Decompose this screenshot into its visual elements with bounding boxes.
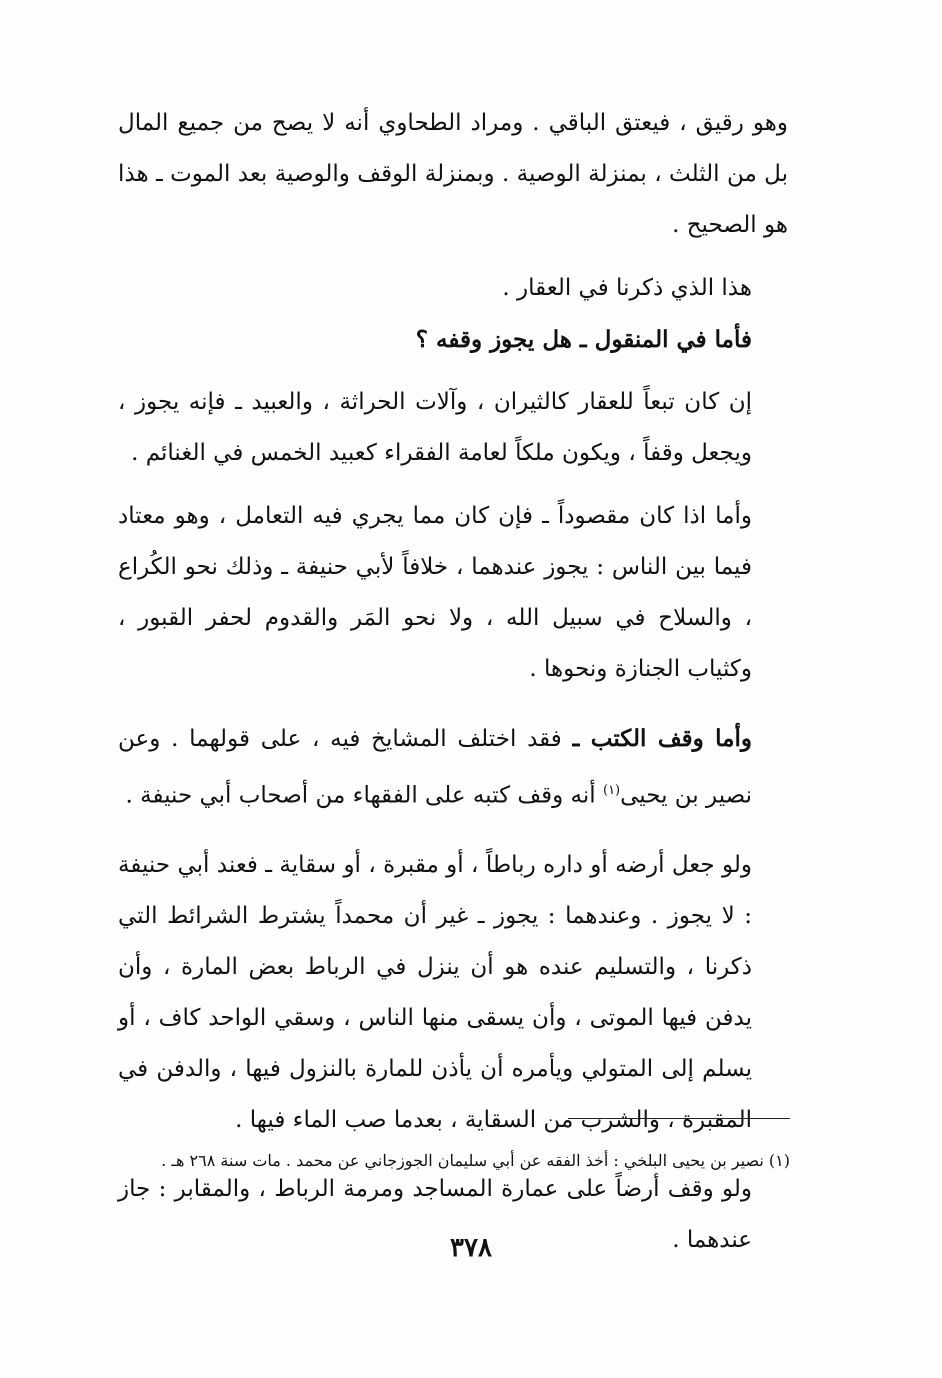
- footnote-reference: (١): [602, 783, 621, 798]
- spacer: [118, 365, 788, 377]
- main-text: [118, 98, 788, 1266]
- paragraph-1: [118, 98, 788, 251]
- spacer: [118, 695, 788, 713]
- paragraph-5-text: فقد اختلف المشايخ فيه ، على قولهما . وعن نصير بن يحيى: [118, 726, 752, 809]
- section-heading-movables: [118, 314, 788, 365]
- footnote-separator: [568, 1118, 790, 1119]
- page-number: ٣٧٨: [450, 1233, 492, 1263]
- footnote-text: (١) نصير بن يحيى البلخي : أخذ الفقه عن أبي سليمان الجوزجاني عن محمد . مات سنة ٢٦٨ هـ .: [161, 1151, 790, 1170]
- paragraph-1-text: وهو رقيق ، فيعتق الباقي . ومراد الطحاوي أنه لا يصح من جميع المال بل من الثلث ، بمنزلة الوصية . وبمنزلة الوقف والوصية بعد الموت ـ هذا هو الصحيح .: [118, 110, 788, 238]
- footnote: [150, 1146, 790, 1176]
- paragraph-2-text: هذا الذي ذكرنا في العقار .: [502, 275, 752, 301]
- spacer: [118, 251, 788, 263]
- paragraph-3: [118, 377, 788, 479]
- paragraph-6-text: ولو جعل أرضه أو داره رباطاً ، أو مقبرة ، أو سقاية ـ فعند أبي حنيفة : لا يجوز . وعندهما : يجوز ـ غير أن محمداً يشترط الشرائط التي ذكرنا ، والتسليم عنده هو أن ينزل في الرباط بعض المارة ، وأن يدفن فيها الموتى ، وأن يسقى منها الناس ، وسقي الواحد كاف ، أو يسلم إلى المتولي ويأمره أن يأذن للمارة بالنزول فيها ، والدفن في المقبرة ، والشرب من السقاية ، بعدما صب الماء فيها .: [118, 851, 753, 1133]
- spacer: [118, 822, 788, 840]
- spacer: [118, 479, 788, 491]
- paragraph-2: [118, 263, 788, 314]
- paragraph-3-text: إن كان تبعاً للعقار كالثيران ، وآلات الحراثة ، والعبيد ـ فإنه يجوز ، ويجعل وقفاً ، ويكون ملكاً لعامة الفقراء كعبيد الخمس في الغنائم .: [118, 389, 752, 466]
- paragraph-4-text: وأما اذا كان مقصوداً ـ فإن كان مما يجري فيه التعامل ، وهو معتاد فيما بين الناس : يجوز عندهما ، خلافاً لأبي حنيفة ـ وذلك نحو الكُراع ، والسلاح في سبيل الله ، ولا نحو المَر والقدوم لحفر القبور ، وكثياب الجنازة ونحوها .: [118, 503, 752, 682]
- paragraph-5-lead: وأما وقف الكتب ـ: [572, 725, 753, 752]
- paragraph-5-tail: أنه وقف كتبه على الفقهاء من أصحاب أبي حنيفة .: [125, 782, 596, 809]
- paragraph-5: [118, 713, 788, 822]
- section-heading-text: فأما في المنقول ـ هل يجوز وقفه ؟: [415, 326, 752, 353]
- paragraph-6: [118, 840, 788, 1146]
- paragraph-7-text: ولو وقف أرضاً على عمارة المساجد ومرمة الرباط ، والمقابر : جاز عندهما .: [118, 1175, 752, 1253]
- paragraph-4: [118, 491, 788, 695]
